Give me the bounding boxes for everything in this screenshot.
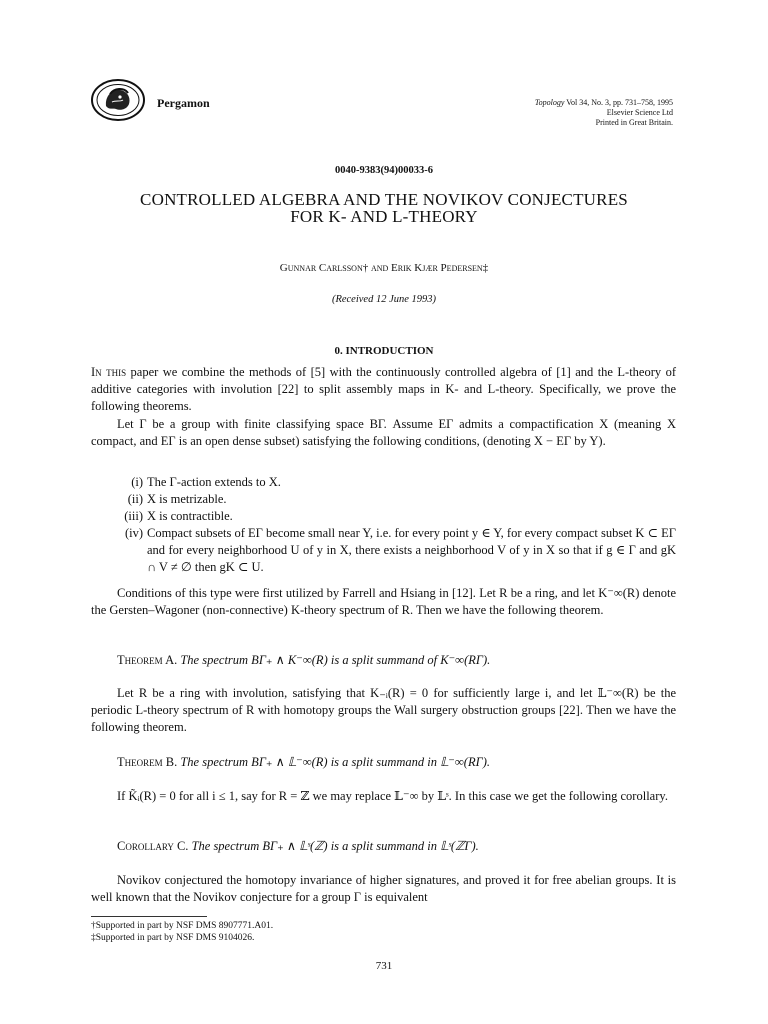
intro-paragraph-6 [91,872,676,906]
paragraph-3-text: Conditions of this type were first utilized by Farrell and Hsiang in [12]. Let R be a ring, and let K⁻∞(R) denote the Gersten–Wagoner (non-connective) K-theory spectrum of R. Then we have the following theorem. [91,586,676,617]
corollary-c [91,838,676,855]
journal-name: Topology [534,98,565,107]
list-item-number: (ii) [127,492,143,506]
section-heading: 0. INTRODUCTION [334,345,434,357]
title-line-1: CONTROLLED ALGEBRA AND THE NOVIKOV CONJECTURES [140,190,628,209]
theorem-b-statement: The spectrum BΓ₊ ∧ 𝕃⁻∞(R) is a split summand in 𝕃⁻∞(RΓ). [180,755,490,769]
page-number: 731 [375,960,393,972]
corollary-c-statement: The spectrum BΓ₊ ∧ 𝕃ˢ(ℤ) is a split summand in 𝕃ˢ(ℤΓ). [191,839,479,853]
received-date: (Received 12 June 1993) [331,294,437,305]
conditions-list [91,474,676,576]
publisher-name: Pergamon [157,96,210,110]
theorem-a-label: Theorem A. [117,653,178,667]
list-item-text: X is metrizable. [147,492,227,506]
intro-paragraph-1 [91,364,676,415]
theorem-b-label: Theorem B. [117,755,178,769]
pergamon-logo-icon [90,78,146,122]
list-item-text: Compact subsets of EΓ become small near Y, i.e. for every point y ∈ Y, for every compact subset K ⊂ EΓ and for every neighborhood U of y in X, there exists a neighborhood V of y in X so that if g ∈ Γ and gK ∩ V ≠ ∅ then gK ⊂ U. [147,526,676,574]
list-item-number: (iii) [124,509,143,523]
theorem-a-statement: The spectrum BΓ₊ ∧ K⁻∞(R) is a split summand of K⁻∞(RΓ). [180,653,491,667]
list-item [91,474,676,491]
publisher-line: Elsevier Science Ltd [606,108,673,117]
paragraph-2-text: Let Γ be a group with finite classifying space BΓ. Assume EΓ admits a compactification X (meaning X compact, and EΓ is an open dense subset) satisfying the following conditions, (denoting X − EΓ by Y). [91,417,676,448]
paragraph-6-text: Novikov conjectured the homotopy invariance of higher signatures, and proved it for free abelian groups. It is well known that the Novikov conjecture for a group Γ is equivalent [91,873,676,904]
footnote-2: ‡Supported in part by NSF DMS 9104026. [91,933,255,943]
list-item-number: (iv) [124,526,143,540]
intro-paragraph-4 [91,685,676,736]
paragraph-4-text: Let R be a ring with involution, satisfying that K₋ᵢ(R) = 0 for sufficiently large i, and let 𝕃⁻∞(R) be the periodic L-theory spectrum of R with homotopy groups the Wall surgery obstruction groups [22]. Then we have the following theorem. [91,686,676,734]
intro-paragraph-5 [91,788,676,805]
title-line-2: FOR K- AND L-THEORY [290,207,478,226]
list-item [91,508,676,525]
footnote-divider [91,916,207,917]
list-item-text: X is contractible. [147,509,233,523]
lead-words: In this [91,365,127,379]
list-item [91,491,676,508]
paragraph-1-text: paper we combine the methods of [5] with the continuously controlled algebra of [1] and the L-theory of additive categories with involution [22] to split assembly maps in K- and L-theory. Specifically, we prove the following theorems. [91,365,676,413]
authors: Gunnar Carlsson† and Erik Kjær Pedersen‡ [279,262,489,274]
list-item-text: The Γ-action extends to X. [147,475,281,489]
article-code: 0040-9383(94)00033-6 [335,165,433,176]
intro-paragraph-2 [91,416,676,450]
list-item-number: (i) [131,475,143,489]
article-title [0,191,768,225]
intro-paragraph-3 [91,585,676,619]
list-item [91,525,676,576]
theorem-b [91,754,676,771]
footnotes [91,920,273,944]
footnote-1: †Supported in part by NSF DMS 8907771.A01. [91,921,274,931]
corollary-c-label: Corollary C. [117,839,189,853]
volume-info: Vol 34, No. 3, pp. 731–758, 1995 [566,98,673,107]
printed-line: Printed in Great Britain. [595,118,673,127]
paragraph-5-text: If K̃ᵢ(R) = 0 for all i ≤ 1, say for R = ℤ we may replace 𝕃⁻∞ by 𝕃ˢ. In this case we get the following corollary. [117,789,668,803]
theorem-a [91,652,676,669]
journal-info [535,98,673,128]
